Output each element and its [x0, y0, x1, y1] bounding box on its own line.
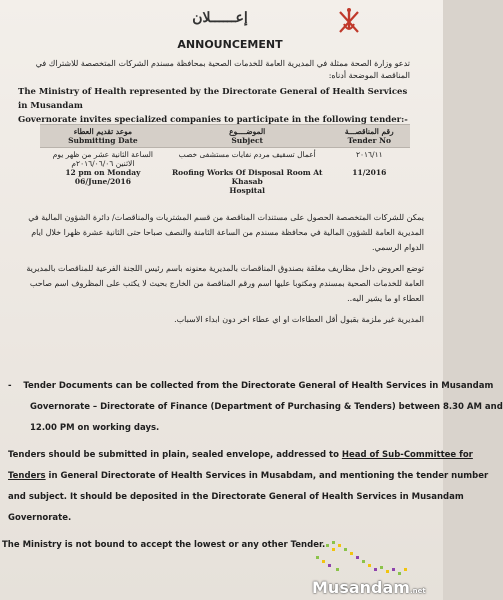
intro-english: The Ministry of Health represented by the Directorate General of Health Services in Musandam Governorate invites specialized companies to participate in the following tender:-	[18, 87, 408, 125]
table-row	[40, 148, 410, 198]
cell-tender-no: ٢٠١٦/١١ 11/2016	[329, 148, 410, 198]
cell-subject: أعمال تسقيف مردم نفايات مستشفى خصب Roofing Works Of Disposal Room At Khasab Hospital	[166, 148, 329, 198]
english-term-3: The Ministry is not bound to accept the lowest or any other Tender.	[2, 540, 326, 550]
arabic-term-2: توضع العروض داخل مظاريف مغلقة بصندوق المناقصات بالمديرية معنونه باسم رئيس اللجنة الفرعية للمناقصات بالمديرية العامة للخدمات الصحية بمسندم ومكتوبا عليها اسم ورقم المناقصة من الخارج بحيث لا يكتب على المظروف اسم صاحب العطاء او ما يشير اليه..	[26, 264, 424, 303]
arabic-term-3: المديرية غير ملزمة بقبول أقل العطاءات او اي عطاء اخر دون ابداء الاسباب.	[174, 315, 424, 324]
header-tender-no: رقم المناقصـــة Tender No	[329, 125, 410, 148]
cell-submitting-date: الساعة الثانية عشر من ظهر يوم الاثنين ٢٠١٦/٠٦/٠٦م 12 pm on Monday 06/June/2016	[40, 148, 166, 198]
announcement-title-arabic: إعــــــلان	[192, 10, 248, 26]
red-crescent-icon	[372, 10, 398, 38]
tender-table-header	[40, 125, 410, 148]
header-subject: الموضــــوع Subject	[166, 125, 329, 148]
tender-table	[40, 124, 410, 197]
oman-emblem-icon	[336, 6, 362, 36]
english-terms	[2, 376, 503, 562]
arabic-term-1: يمكن للشركات المتخصصة الحصول على مستندات المناقصة من قسم المشتريات والمناقصات/ دائرة الشؤون المالية في المديرية العامة للشؤون المالية في محافظة مسندم من الساعة الثامنة والنصف صباحا حتى الثانية عشرة ظهرا خلال ايام الدوام الرسمي.	[28, 213, 424, 252]
header-submitting-date: موعد تقديم العطاء Submitting Date	[40, 125, 166, 148]
english-term-2: Tenders should be submitted in plain, sealed envelope, addressed to Head of Sub-Committee for Tenders in General Directorate of Health Services in Musabdam, and mentioning the tender number and subject. It should be deposited in the Directorate General of Health Services in Musandam Governorate.	[8, 450, 489, 523]
arabic-terms	[14, 210, 424, 333]
english-term-1: - Tender Documents can be collected from the Directorate General of Health Services in Musandam Governorate – Directorate of Finance (Department of Purchasing & Tenders) between 8.30 AM and 12.00 PM on working days.	[8, 381, 503, 433]
watermark-text: Musandam.net	[312, 578, 426, 597]
announcement-title: ANNOUNCEMENT	[177, 38, 283, 51]
intro-arabic: تدعو وزارة الصحة ممثلة في المديرية العامة للخدمات الصحية بمحافظة مسندم الشركات المتخصصة للاشتراك في المناقصة الموضحة أدناه:	[35, 59, 410, 80]
